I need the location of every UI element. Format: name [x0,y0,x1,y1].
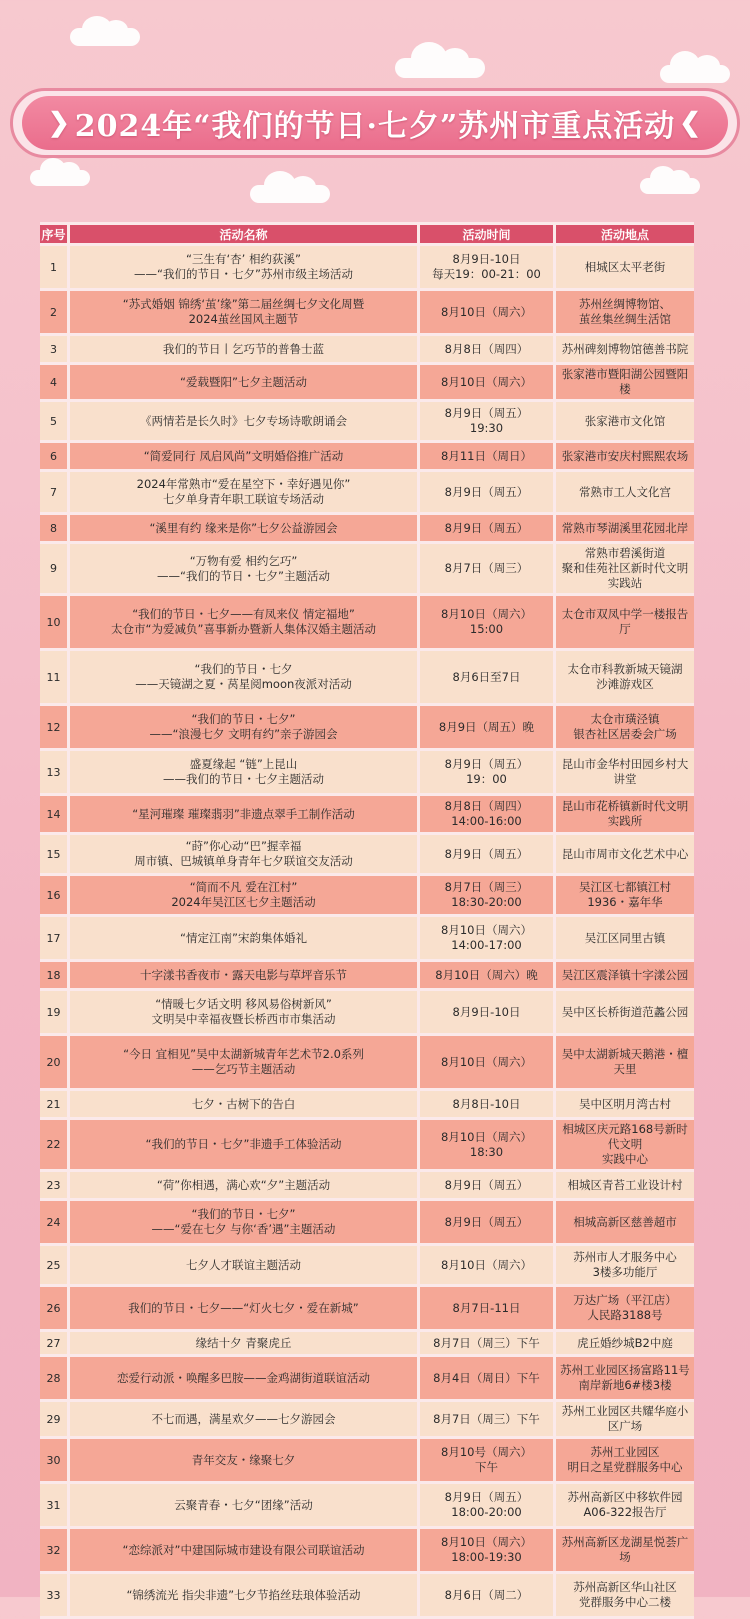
row-activity-place: 吴江区同里古镇 [556,917,694,959]
banner-inner [22,96,728,150]
row-activity-place: 吴中太湖新城天鹅港・檀天里 [556,1036,694,1088]
table-row [40,544,694,593]
row-activity-time: 8月6日（周二） [420,1574,556,1616]
table-row [40,1484,694,1526]
table-row [40,651,694,703]
table-row [40,246,694,288]
table-row [40,515,694,541]
row-activity-time: 8月10日（周六） [420,365,556,399]
table-row [40,796,694,832]
row-index: 23 [40,1172,70,1198]
row-index: 15 [40,835,70,873]
row-activity-place: 相城区庆元路168号新时代文明 实践中心 [556,1120,694,1169]
row-activity-place: 苏州高新区中移软件园 A06-322报告厅 [556,1484,694,1526]
row-activity-time: 8月10日（周六） 18:30 [420,1120,556,1169]
row-activity-name: “爱载暨阳”七夕主题活动 [70,365,420,399]
row-index: 4 [40,365,70,399]
row-activity-name: “情暖七夕话文明 移风易俗树新风” 文明吴中幸福夜暨长桥西市市集活动 [70,991,420,1033]
row-activity-name: 不七而遇，满星欢夕——七夕游园会 [70,1402,420,1436]
row-activity-time: 8月8日（周四） [420,336,556,362]
row-activity-name: “恋综派对”中建国际城市建设有限公司联谊活动 [70,1529,420,1571]
row-index: 32 [40,1529,70,1571]
row-index: 26 [40,1287,70,1329]
row-activity-time: 8月10号（周六） 下午 [420,1439,556,1481]
row-activity-name: “溪里有约 缘来是你”七夕公益游园会 [70,515,420,541]
row-activity-place: 张家港市安庆村熙熙农场 [556,443,694,469]
table-header-row [40,225,694,243]
table-row [40,443,694,469]
row-index: 31 [40,1484,70,1526]
row-activity-time: 8月8日（周四） 14:00-16:00 [420,796,556,832]
row-index: 16 [40,876,70,914]
row-activity-time: 8月7日（周三）下午 [420,1332,556,1354]
cloud-decoration [250,185,330,203]
row-index: 10 [40,596,70,648]
row-index: 13 [40,751,70,793]
table-row [40,1574,694,1616]
row-activity-time: 8月10日（周六） 15:00 [420,596,556,648]
table-row [40,991,694,1033]
row-activity-place: 常熟市碧溪街道 聚和佳苑社区新时代文明实践站 [556,544,694,593]
row-activity-place: 苏州碑刻博物馆德善书院 [556,336,694,362]
row-activity-name: 缘结十夕 青聚虎丘 [70,1332,420,1354]
row-activity-place: 张家港市暨阳湖公园暨阳楼 [556,365,694,399]
row-activity-time: 8月7日-11日 [420,1287,556,1329]
row-activity-name: 我们的节日丨乞巧节的普鲁士蓝 [70,336,420,362]
row-index: 6 [40,443,70,469]
row-index: 12 [40,706,70,748]
row-activity-time: 8月10日（周六） [420,1246,556,1284]
table-row [40,336,694,362]
row-activity-name: 盛夏缘起 “链”上昆山 ——我们的节日・七夕主题活动 [70,751,420,793]
row-activity-time: 8月9日（周五） [420,515,556,541]
row-activity-place: 昆山市周市文化艺术中心 [556,835,694,873]
cloud-decoration [660,65,730,83]
table-row [40,402,694,440]
table-row [40,1036,694,1088]
row-activity-name: “情定江南”宋韵集体婚礼 [70,917,420,959]
row-index: 27 [40,1332,70,1354]
row-activity-time: 8月7日（周三） [420,544,556,593]
row-index: 28 [40,1357,70,1399]
table-row [40,1357,694,1399]
row-activity-name: 十字漾书香夜市・露天电影与草坪音乐节 [70,962,420,988]
table-body [40,246,694,1616]
row-activity-name: 七夕・古树下的告白 [70,1091,420,1117]
title-banner [10,88,740,158]
row-activity-name: “我们的节日・七夕” ——“浪漫七夕 文明有约”亲子游园会 [70,706,420,748]
row-index: 5 [40,402,70,440]
table-row [40,365,694,399]
row-activity-time: 8月9日（周五）晚 [420,706,556,748]
row-activity-place: 昆山市金华村田园乡村大讲堂 [556,751,694,793]
header-name: 活动名称 [70,225,420,243]
row-index: 1 [40,246,70,288]
header-time: 活动时间 [420,225,556,243]
table-row [40,1201,694,1243]
row-activity-place: 吴中区长桥街道范蠡公园 [556,991,694,1033]
row-activity-place: 苏州高新区龙湖星悦荟广场 [556,1529,694,1571]
row-activity-place: 相城高新区慈善超市 [556,1201,694,1243]
row-activity-time: 8月9日（周五） [420,1201,556,1243]
row-activity-place: 苏州市人才服务中心 3楼多功能厅 [556,1246,694,1284]
cloud-decoration [70,28,140,46]
row-activity-time: 8月9日（周五） [420,1172,556,1198]
row-activity-name: 云聚青春・七夕“团缘”活动 [70,1484,420,1526]
row-activity-place: 常熟市工人文化宫 [556,472,694,512]
table-row [40,706,694,748]
row-activity-place: 苏州工业园区共耀华庭小区广场 [556,1402,694,1436]
table-row [40,1332,694,1354]
row-index: 30 [40,1439,70,1481]
row-activity-name: 青年交友・缘聚七夕 [70,1439,420,1481]
row-activity-time: 8月6日至7日 [420,651,556,703]
row-index: 21 [40,1091,70,1117]
table-row [40,1529,694,1571]
header-index: 序号 [40,225,70,243]
chevron-right-icon: ❯ [47,108,71,138]
table-row [40,1172,694,1198]
row-activity-name: 恋爱行动派・唤醒多巴胺——金鸡湖街道联谊活动 [70,1357,420,1399]
row-activity-name: “我们的节日・七夕 ——天镜湖之夏・莴星阅moon夜派对活动 [70,651,420,703]
table-row [40,596,694,648]
row-activity-time: 8月9日（周五） [420,835,556,873]
row-activity-place: 昆山市花桥镇新时代文明实践所 [556,796,694,832]
table-row [40,962,694,988]
row-activity-name: “荷”你相遇，满心欢“夕”主题活动 [70,1172,420,1198]
table-row [40,1120,694,1169]
row-index: 19 [40,991,70,1033]
row-activity-time: 8月9日-10日 [420,991,556,1033]
row-activity-name: 2024年常熟市“爱在星空下・幸好遇见你” 七夕单身青年职工联谊专场活动 [70,472,420,512]
row-index: 18 [40,962,70,988]
cloud-decoration [640,178,700,194]
row-activity-name: “我们的节日・七夕” ——“爱在七夕 与你‘香’遇”主题活动 [70,1201,420,1243]
table-row [40,1287,694,1329]
row-activity-time: 8月9日（周五） 19:30 [420,402,556,440]
row-activity-time: 8月10日（周六） 18:00-19:30 [420,1529,556,1571]
row-activity-place: 万达广场（平江店） 人民路3188号 [556,1287,694,1329]
row-activity-name: “苏式婚姻 锦绣‘茧’缘”第二届丝绸七夕文化周暨 2024茧丝国风主题节 [70,291,420,333]
row-activity-time: 8月10日（周六） 14:00-17:00 [420,917,556,959]
row-activity-name: “万物有爱 相约乞巧” ——“我们的节日・七夕”主题活动 [70,544,420,593]
row-index: 24 [40,1201,70,1243]
row-activity-place: 相城区青苔工业设计村 [556,1172,694,1198]
row-activity-place: 吴中区明月湾古村 [556,1091,694,1117]
row-activity-time: 8月7日（周三） 18:30-20:00 [420,876,556,914]
row-activity-time: 8月8日-10日 [420,1091,556,1117]
row-index: 20 [40,1036,70,1088]
row-index: 29 [40,1402,70,1436]
row-activity-time: 8月9日（周五） 18:00-20:00 [420,1484,556,1526]
row-activity-time: 8月10日（周六） [420,291,556,333]
chevron-left-icon: ❮ [679,108,703,138]
row-activity-place: 吴江区震泽镇十字漾公园 [556,962,694,988]
row-activity-name: 我们的节日・七夕——“灯火七夕・爱在新城” [70,1287,420,1329]
row-activity-place: 太仓市科教新城天镜湖 沙滩游戏区 [556,651,694,703]
table-row [40,472,694,512]
row-activity-name: “简爱同行 凤启风尚”文明婚俗推广活动 [70,443,420,469]
row-index: 25 [40,1246,70,1284]
row-index: 17 [40,917,70,959]
row-activity-place: 苏州工业园区 明日之星党群服务中心 [556,1439,694,1481]
table-row [40,751,694,793]
row-activity-place: 常熟市琴湖溪里花园北岸 [556,515,694,541]
row-index: 33 [40,1574,70,1616]
row-activity-name: “锦绣流光 指尖非遗”七夕节掐丝珐琅体验活动 [70,1574,420,1616]
activity-table-container [40,222,694,1619]
row-activity-time: 8月7日（周三）下午 [420,1402,556,1436]
table-row [40,835,694,873]
row-index: 22 [40,1120,70,1169]
table-row [40,1402,694,1436]
row-index: 7 [40,472,70,512]
table-row [40,1091,694,1117]
row-index: 9 [40,544,70,593]
row-activity-name: “星河璀璨 璀璨翡羽”非遗点翠手工制作活动 [70,796,420,832]
table-row [40,1246,694,1284]
row-activity-place: 相城区太平老街 [556,246,694,288]
page-title: 2024年“我们的节日·七夕”苏州市重点活动 [74,109,676,144]
row-activity-name: “三生有‘杏’ 相约荻溪” ——“我们的节日・七夕”苏州市级主场活动 [70,246,420,288]
row-activity-time: 8月9日（周五） [420,472,556,512]
row-activity-name: 《两情若是长久时》七夕专场诗歌朗诵会 [70,402,420,440]
row-activity-time: 8月4日（周日）下午 [420,1357,556,1399]
row-activity-name: “我们的节日・七夕——有凤来仪 情定福地” 太仓市“为爱减负”喜事新办暨新人集体汉婚主题活动 [70,596,420,648]
row-activity-place: 苏州丝绸博物馆、 茧丝集丝绸生活馆 [556,291,694,333]
row-index: 2 [40,291,70,333]
row-activity-name: “莳”你心动“巴”握幸福 周市镇、巴城镇单身青年七夕联谊交友活动 [70,835,420,873]
row-activity-time: 8月9日-10日 每天19：00-21：00 [420,246,556,288]
row-activity-place: 太仓市双凤中学一楼报告厅 [556,596,694,648]
row-index: 3 [40,336,70,362]
table-row [40,291,694,333]
row-index: 14 [40,796,70,832]
row-activity-place: 吴江区七都镇江村1936・嘉年华 [556,876,694,914]
row-index: 8 [40,515,70,541]
row-activity-time: 8月10日（周六） [420,1036,556,1088]
row-activity-place: 张家港市文化馆 [556,402,694,440]
cloud-decoration [30,170,90,186]
row-activity-place: 虎丘婚纱城B2中庭 [556,1332,694,1354]
header-place: 活动地点 [556,225,694,243]
row-activity-name: “简而不凡 爱在江村” 2024年吴江区七夕主题活动 [70,876,420,914]
row-activity-time: 8月10日（周六）晚 [420,962,556,988]
row-activity-place: 苏州工业园区扬富路11号 南岸新地6#楼3楼 [556,1357,694,1399]
row-activity-name: “今日 宜相见”吴中太湖新城青年艺术节2.0系列 ——乞巧节主题活动 [70,1036,420,1088]
table-row [40,876,694,914]
row-activity-time: 8月11日（周日） [420,443,556,469]
row-index: 11 [40,651,70,703]
table-row [40,917,694,959]
row-activity-place: 苏州高新区华山社区 党群服务中心二楼 [556,1574,694,1616]
table-row [40,1439,694,1481]
row-activity-time: 8月9日（周五） 19：00 [420,751,556,793]
cloud-decoration [395,58,485,78]
row-activity-place: 太仓市璜泾镇 银杏社区居委会广场 [556,706,694,748]
row-activity-name: 七夕人才联谊主题活动 [70,1246,420,1284]
activity-table [40,222,694,1619]
row-activity-name: “我们的节日・七夕”非遗手工体验活动 [70,1120,420,1169]
